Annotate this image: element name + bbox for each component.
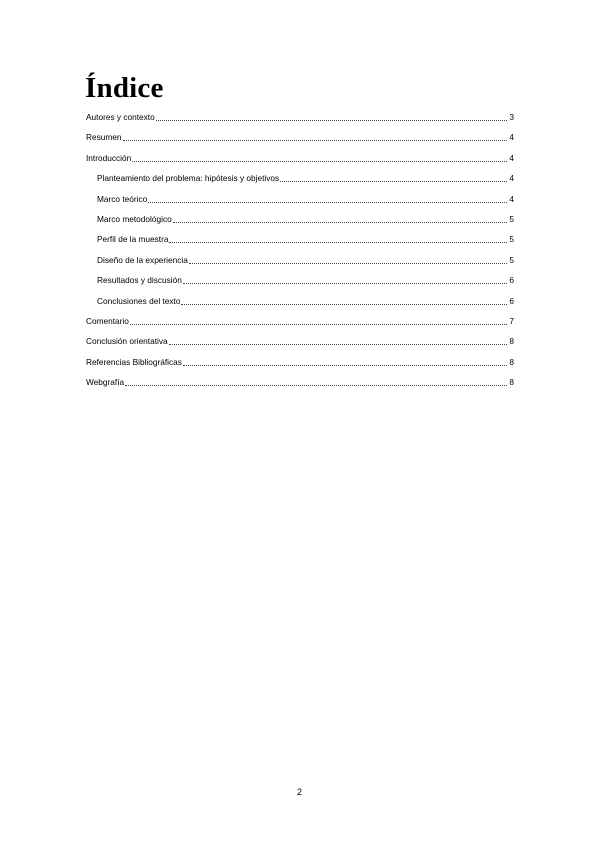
toc-leader-dots [189, 262, 507, 264]
toc-entry-label: Introducción [86, 152, 132, 163]
toc-entry[interactable] [97, 212, 514, 225]
toc-entry-page: 6 [509, 295, 514, 306]
toc-entry-page: 4 [509, 152, 514, 163]
toc-entry-page: 8 [509, 336, 514, 347]
toc-entry-label: Planteamiento del problema: hipótesis y objetivos [97, 173, 280, 184]
toc-entry-label: Autores y contexto [86, 112, 155, 122]
toc-entry-label: Resultados y discusión [97, 275, 182, 286]
page-number: 2 [296, 787, 302, 797]
toc-entry-page: 7 [509, 316, 514, 326]
toc-entry[interactable] [86, 151, 514, 164]
toc-entry-label: Diseño de la experiencia [97, 254, 188, 265]
toc-entry-label: Referencias Bibliográficas [86, 356, 182, 367]
toc-entry-page: 8 [509, 356, 514, 367]
toc-leader-dots [125, 384, 507, 386]
toc-leader-dots [183, 364, 507, 366]
toc-entry-page: 4 [509, 132, 514, 143]
toc-leader-dots [169, 241, 507, 243]
toc-leader-dots [148, 201, 507, 203]
toc-leader-dots [280, 180, 507, 182]
toc-leader-dots [181, 303, 507, 305]
toc-entry-label: Conclusión orientativa [86, 336, 168, 347]
toc-entry-page: 5 [509, 234, 514, 245]
toc-entry-page: 8 [509, 377, 514, 388]
toc-entry[interactable] [97, 253, 514, 266]
toc-entry-label: Conclusiones del texto [97, 295, 181, 306]
toc-entry[interactable] [97, 192, 514, 205]
toc-entry[interactable] [86, 375, 514, 388]
toc-entry-label: Webgrafía [86, 377, 125, 388]
toc-leader-dots [132, 160, 507, 162]
toc-leader-dots [173, 221, 507, 223]
toc-entry[interactable] [86, 314, 514, 327]
toc-entry-label: Perfil de la muestra [97, 234, 169, 245]
toc-entry-label: Resumen [86, 132, 122, 143]
toc-entry-page: 5 [509, 254, 514, 265]
toc-entry[interactable] [97, 232, 514, 245]
toc-entry-label: Marco teórico [97, 193, 148, 204]
toc-entry-page: 4 [509, 193, 514, 204]
toc-leader-dots [169, 343, 507, 345]
toc-entry[interactable] [86, 334, 514, 347]
toc-entry-page: 3 [509, 112, 514, 122]
toc-leader-dots [156, 119, 507, 121]
toc-leader-dots [123, 139, 507, 141]
toc-leader-dots [183, 282, 507, 284]
toc-entry-label: Comentario [86, 316, 129, 326]
toc-entry[interactable] [97, 171, 514, 184]
toc-entry-page: 5 [509, 214, 514, 224]
toc-entry[interactable] [86, 355, 514, 368]
toc-entry[interactable] [97, 273, 514, 286]
toc-entry-page: 6 [509, 275, 514, 286]
toc-entry-page: 4 [509, 173, 514, 184]
toc-entry[interactable] [97, 294, 514, 307]
toc-entry[interactable] [86, 110, 514, 123]
toc-entry-label: Marco metodológico [97, 214, 172, 224]
toc-leader-dots [130, 323, 507, 325]
index-title: Índice [85, 72, 164, 104]
toc-entry[interactable] [86, 130, 514, 143]
